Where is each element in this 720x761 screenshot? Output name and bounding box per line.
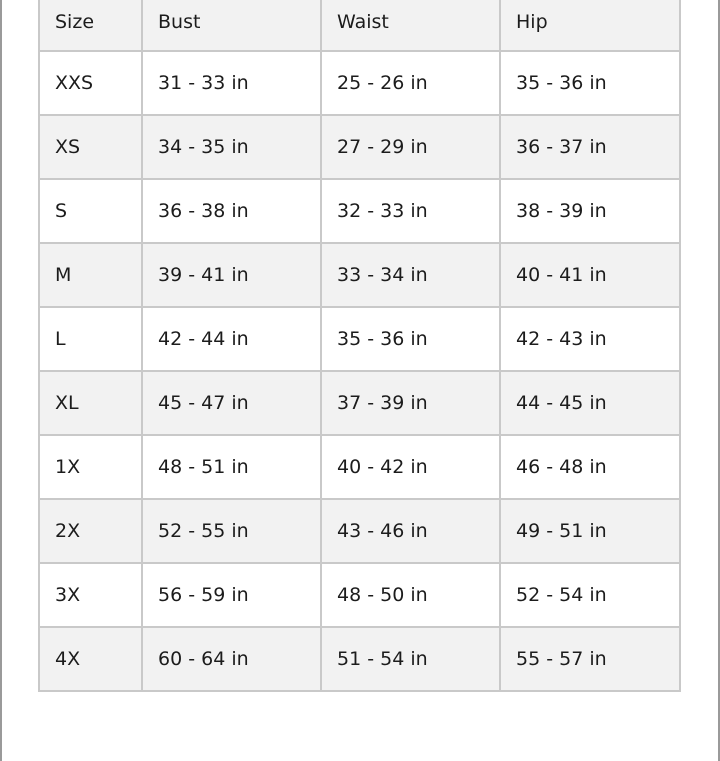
cell-size: XXS (39, 51, 142, 115)
table-row (39, 435, 680, 499)
cell-hip: 36 - 37 in (500, 115, 680, 179)
cell-hip: 40 - 41 in (500, 243, 680, 307)
cell-bust: 45 - 47 in (142, 371, 321, 435)
cell-hip: 55 - 57 in (500, 627, 680, 691)
table-row (39, 115, 680, 179)
cell-waist: 35 - 36 in (321, 307, 500, 371)
cell-hip: 44 - 45 in (500, 371, 680, 435)
cell-waist: 37 - 39 in (321, 371, 500, 435)
cell-waist: 33 - 34 in (321, 243, 500, 307)
cell-bust: 39 - 41 in (142, 243, 321, 307)
header-size: Size (39, 0, 142, 51)
cell-hip: 42 - 43 in (500, 307, 680, 371)
header-bust: Bust (142, 0, 321, 51)
table-body (39, 51, 680, 691)
cell-size: XL (39, 371, 142, 435)
cell-waist: 32 - 33 in (321, 179, 500, 243)
table-row (39, 563, 680, 627)
cell-size: S (39, 179, 142, 243)
cell-size: 3X (39, 563, 142, 627)
header-row (39, 0, 680, 51)
cell-waist: 27 - 29 in (321, 115, 500, 179)
table-row (39, 627, 680, 691)
cell-waist: 51 - 54 in (321, 627, 500, 691)
table-row (39, 307, 680, 371)
cell-hip: 35 - 36 in (500, 51, 680, 115)
table-row (39, 371, 680, 435)
cell-size: 1X (39, 435, 142, 499)
cell-waist: 25 - 26 in (321, 51, 500, 115)
table-row (39, 499, 680, 563)
header-hip: Hip (500, 0, 680, 51)
cell-hip: 49 - 51 in (500, 499, 680, 563)
cell-size: 4X (39, 627, 142, 691)
cell-waist: 43 - 46 in (321, 499, 500, 563)
cell-bust: 34 - 35 in (142, 115, 321, 179)
cell-bust: 48 - 51 in (142, 435, 321, 499)
cell-bust: 42 - 44 in (142, 307, 321, 371)
header-waist: Waist (321, 0, 500, 51)
table-row (39, 179, 680, 243)
cell-bust: 60 - 64 in (142, 627, 321, 691)
cell-bust: 56 - 59 in (142, 563, 321, 627)
cell-bust: 36 - 38 in (142, 179, 321, 243)
cell-bust: 52 - 55 in (142, 499, 321, 563)
cell-hip: 46 - 48 in (500, 435, 680, 499)
cell-hip: 38 - 39 in (500, 179, 680, 243)
table-row (39, 243, 680, 307)
size-chart-table (38, 0, 681, 692)
cell-size: M (39, 243, 142, 307)
cell-waist: 40 - 42 in (321, 435, 500, 499)
cell-size: L (39, 307, 142, 371)
cell-bust: 31 - 33 in (142, 51, 321, 115)
cell-size: XS (39, 115, 142, 179)
cell-size: 2X (39, 499, 142, 563)
cell-waist: 48 - 50 in (321, 563, 500, 627)
table-row (39, 51, 680, 115)
cell-hip: 52 - 54 in (500, 563, 680, 627)
